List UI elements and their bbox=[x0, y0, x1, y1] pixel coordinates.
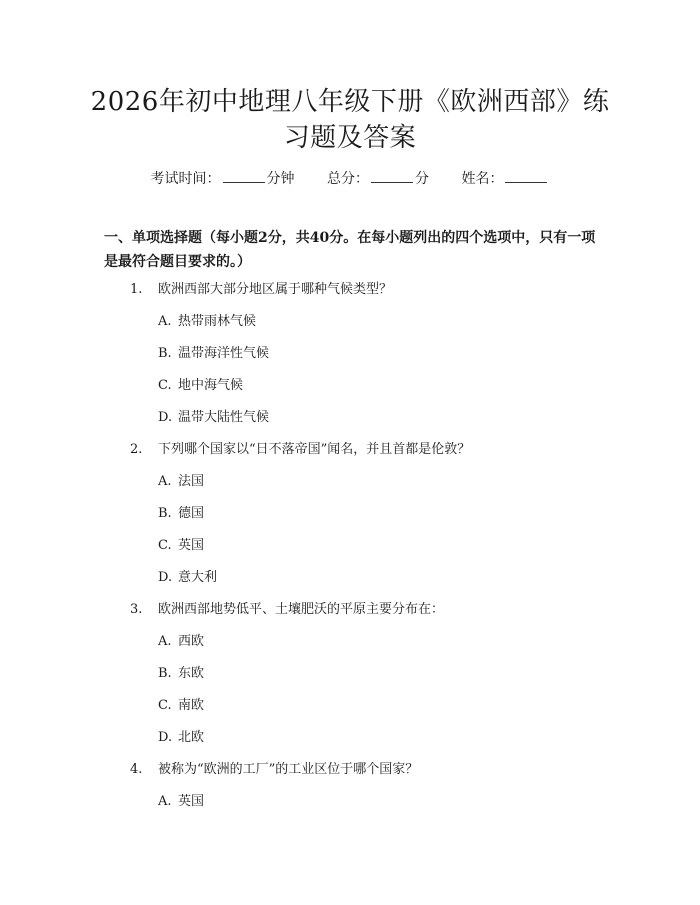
option bbox=[158, 632, 204, 652]
option-text: 南欧 bbox=[178, 698, 205, 713]
question-number: 1. bbox=[130, 282, 143, 297]
option-text: 温带大陆性气候 bbox=[178, 410, 270, 425]
option bbox=[158, 344, 269, 364]
question-text: 下列哪个国家以“日不落帝国”闻名，并且首都是伦敦？ bbox=[158, 442, 471, 457]
option-text: 法国 bbox=[178, 474, 205, 489]
exam-score bbox=[327, 168, 429, 189]
option-text: 德国 bbox=[178, 506, 205, 521]
name-blank bbox=[505, 168, 547, 183]
name-label: 姓名： bbox=[461, 171, 504, 187]
option bbox=[158, 696, 204, 716]
option-letter: A. bbox=[158, 314, 172, 329]
question-number: 2. bbox=[130, 442, 143, 457]
option-text: 温带海洋性气候 bbox=[178, 346, 270, 361]
option-letter: C. bbox=[158, 378, 172, 393]
option bbox=[158, 792, 204, 812]
question-4 bbox=[130, 760, 418, 780]
option-letter: A. bbox=[158, 794, 172, 809]
option-text: 意大利 bbox=[178, 570, 218, 585]
score-blank bbox=[371, 168, 413, 183]
option-text: 北欧 bbox=[178, 730, 205, 745]
exam-time bbox=[151, 168, 295, 189]
document-title: 2026年初中地理八年级下册《欧洲西部》练习题及答案 bbox=[90, 87, 610, 153]
option bbox=[158, 728, 204, 748]
option-letter: B. bbox=[158, 666, 172, 681]
question-2 bbox=[130, 440, 470, 460]
question-text: 被称为“欧洲的工厂”的工业区位于哪个国家？ bbox=[158, 762, 419, 777]
question-text: 欧洲西部地势低平、土壤肥沃的平原主要分布在： bbox=[158, 602, 445, 617]
exam-name bbox=[461, 168, 549, 189]
question-number: 3. bbox=[130, 602, 143, 617]
option-letter: C. bbox=[158, 538, 172, 553]
option-letter: C. bbox=[158, 698, 172, 713]
option bbox=[158, 312, 256, 332]
option bbox=[158, 376, 243, 396]
exam-meta bbox=[0, 168, 700, 189]
option bbox=[158, 664, 204, 684]
option-text: 东欧 bbox=[178, 666, 205, 681]
section-heading: 一、单项选择题（每小题2分，共40分。在每小题列出的四个选项中，只有一项是最符合题目要求的。） bbox=[104, 230, 596, 270]
time-unit: 分钟 bbox=[266, 171, 295, 187]
question-1 bbox=[130, 280, 392, 300]
option-letter: B. bbox=[158, 506, 172, 521]
option-letter: B. bbox=[158, 346, 172, 361]
option-text: 热带雨林气候 bbox=[178, 314, 257, 329]
option bbox=[158, 408, 269, 428]
score-unit: 分 bbox=[415, 171, 429, 187]
option bbox=[158, 504, 204, 524]
option-text: 英国 bbox=[178, 538, 205, 553]
question-3 bbox=[130, 600, 444, 620]
option-letter: D. bbox=[158, 730, 173, 745]
time-label: 考试时间： bbox=[150, 171, 221, 187]
option-letter: D. bbox=[158, 410, 173, 425]
option-letter: A. bbox=[158, 474, 172, 489]
option bbox=[158, 536, 204, 556]
option-text: 西欧 bbox=[178, 634, 205, 649]
option bbox=[158, 472, 204, 492]
option bbox=[158, 568, 217, 588]
time-blank bbox=[223, 168, 265, 183]
option-text: 地中海气候 bbox=[178, 378, 244, 393]
option-text: 英国 bbox=[178, 794, 205, 809]
question-text: 欧洲西部大部分地区属于哪种气候类型？ bbox=[158, 282, 393, 297]
option-letter: A. bbox=[158, 634, 172, 649]
question-number: 4. bbox=[130, 762, 143, 777]
score-label: 总分： bbox=[327, 171, 369, 187]
option-letter: D. bbox=[158, 570, 173, 585]
